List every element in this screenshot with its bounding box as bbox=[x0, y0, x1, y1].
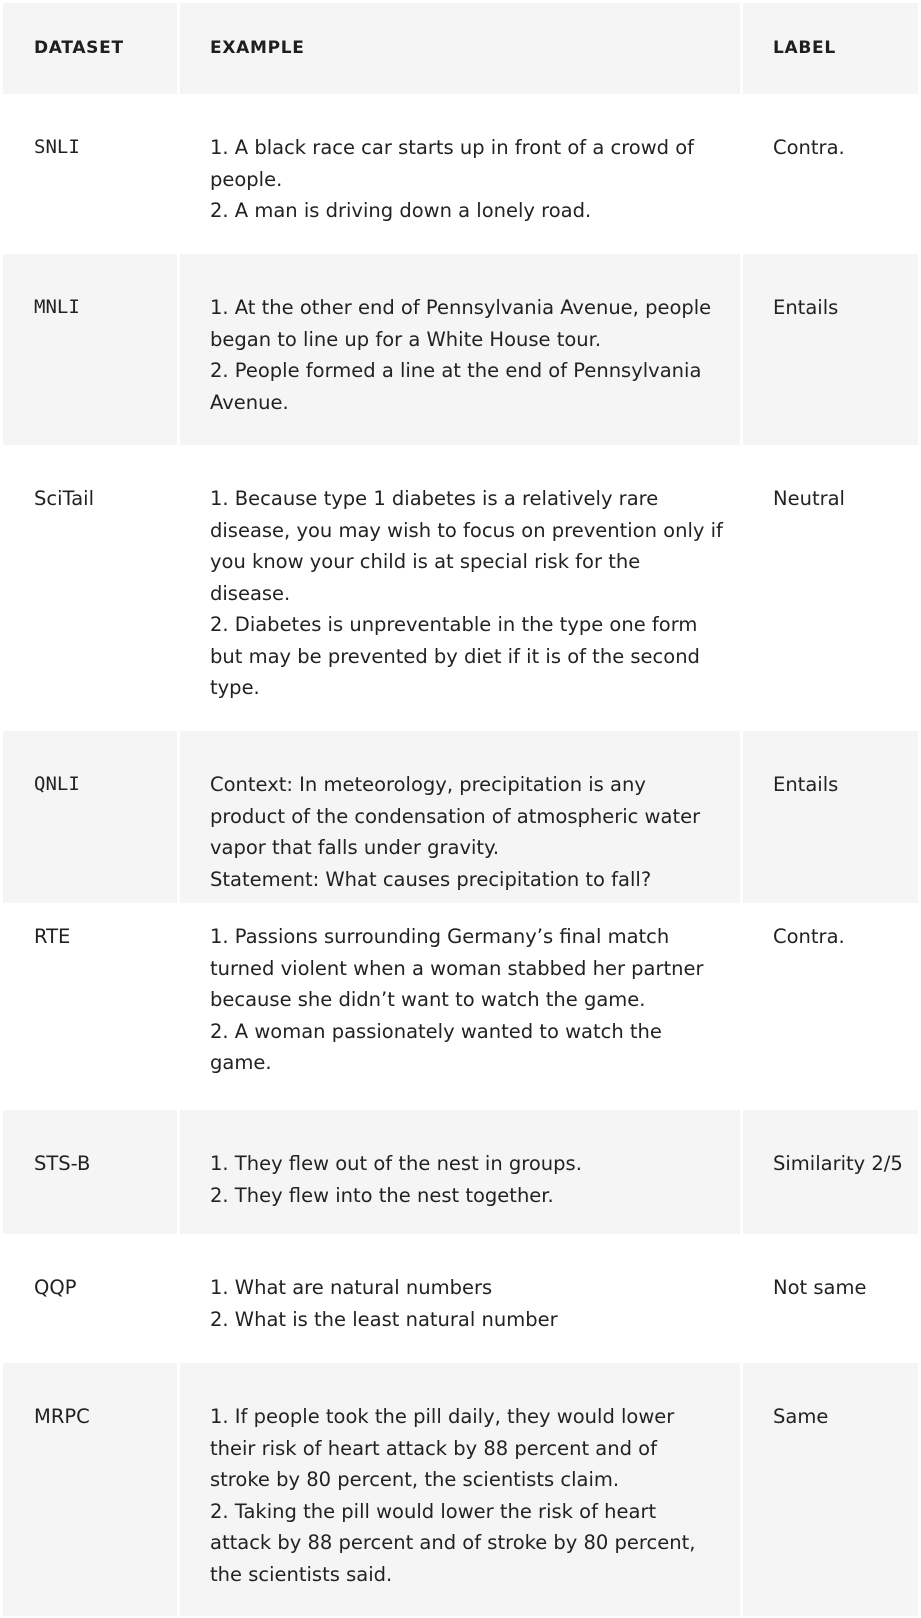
example-line: 2. People formed a line at the end of Pennsylvania Avenue. bbox=[210, 359, 702, 414]
example-text bbox=[180, 445, 743, 731]
example-text bbox=[180, 94, 743, 254]
example-line: 1. Because type 1 diabetes is a relatively rare disease, you may wish to focus on prevention only if you know your child is at special risk for the disease. bbox=[210, 487, 723, 605]
example-line: 1. Passions surrounding Germany’s final match turned violent when a woman stabbed her partner because she didn’t want to watch the game. bbox=[210, 925, 704, 1011]
example-text bbox=[180, 1363, 743, 1616]
example-text bbox=[180, 731, 743, 903]
example-line: 1. A black race car starts up in front of a crowd of people. bbox=[210, 136, 695, 191]
example-line: 2. A man is driving down a lonely road. bbox=[210, 199, 592, 222]
dataset-name: RTE bbox=[34, 925, 71, 948]
example-text bbox=[180, 1110, 743, 1234]
example-line: 1. What are natural numbers bbox=[210, 1276, 493, 1299]
example-line: 2. They flew into the nest together. bbox=[210, 1183, 554, 1207]
example-line: 2. Diabetes is unpreventable in the type one form but may be prevented by diet if it is of the second type. bbox=[210, 613, 700, 699]
header-label: LABEL bbox=[743, 3, 918, 94]
example-line: 2. What is the least natural number bbox=[210, 1307, 558, 1331]
label-value: Entails bbox=[743, 254, 918, 445]
label-value: Not same bbox=[773, 1276, 867, 1299]
dataset-name: QNLI bbox=[3, 731, 180, 903]
header-dataset: DATASET bbox=[3, 3, 180, 94]
example-text bbox=[180, 903, 743, 1110]
example-text bbox=[180, 1234, 743, 1363]
label-value: Contra. bbox=[773, 136, 845, 159]
dataset-name: STS-B bbox=[3, 1110, 180, 1234]
label-value: Same bbox=[743, 1363, 918, 1616]
label-value: Contra. bbox=[773, 925, 845, 948]
example-text bbox=[180, 254, 743, 445]
dataset-name: SciTail bbox=[34, 487, 94, 510]
example-line: Context: In meteorology, precipitation is any product of the condensation of atmospheric water vapor that falls under gravity. bbox=[210, 773, 701, 859]
example-line: 1. At the other end of Pennsylvania Avenue, people began to line up for a White House tour. bbox=[210, 296, 712, 351]
example-line: Statement: What causes precipitation to fall? bbox=[210, 867, 652, 891]
header-example: EXAMPLE bbox=[180, 3, 743, 94]
dataset-name: MRPC bbox=[3, 1363, 180, 1616]
example-line: 1. If people took the pill daily, they would lower their risk of heart attack by 88 percent and of stroke by 80 percent, the scientists claim. bbox=[210, 1405, 675, 1491]
example-line: 2. A woman passionately wanted to watch the game. bbox=[210, 1019, 662, 1074]
label-value: Similarity 2/5 bbox=[743, 1110, 918, 1234]
dataset-name: QQP bbox=[34, 1276, 77, 1299]
label-value: Entails bbox=[743, 731, 918, 903]
datasets-table bbox=[3, 3, 918, 1616]
example-line: 2. Taking the pill would lower the risk of heart attack by 88 percent and of stroke by 80 percent, the scientists said. bbox=[210, 1499, 696, 1586]
label-value: Neutral bbox=[773, 487, 845, 510]
dataset-name: MNLI bbox=[3, 254, 180, 445]
dataset-name: SNLI bbox=[34, 136, 80, 158]
example-line: 1. They flew out of the nest in groups. bbox=[210, 1152, 582, 1175]
